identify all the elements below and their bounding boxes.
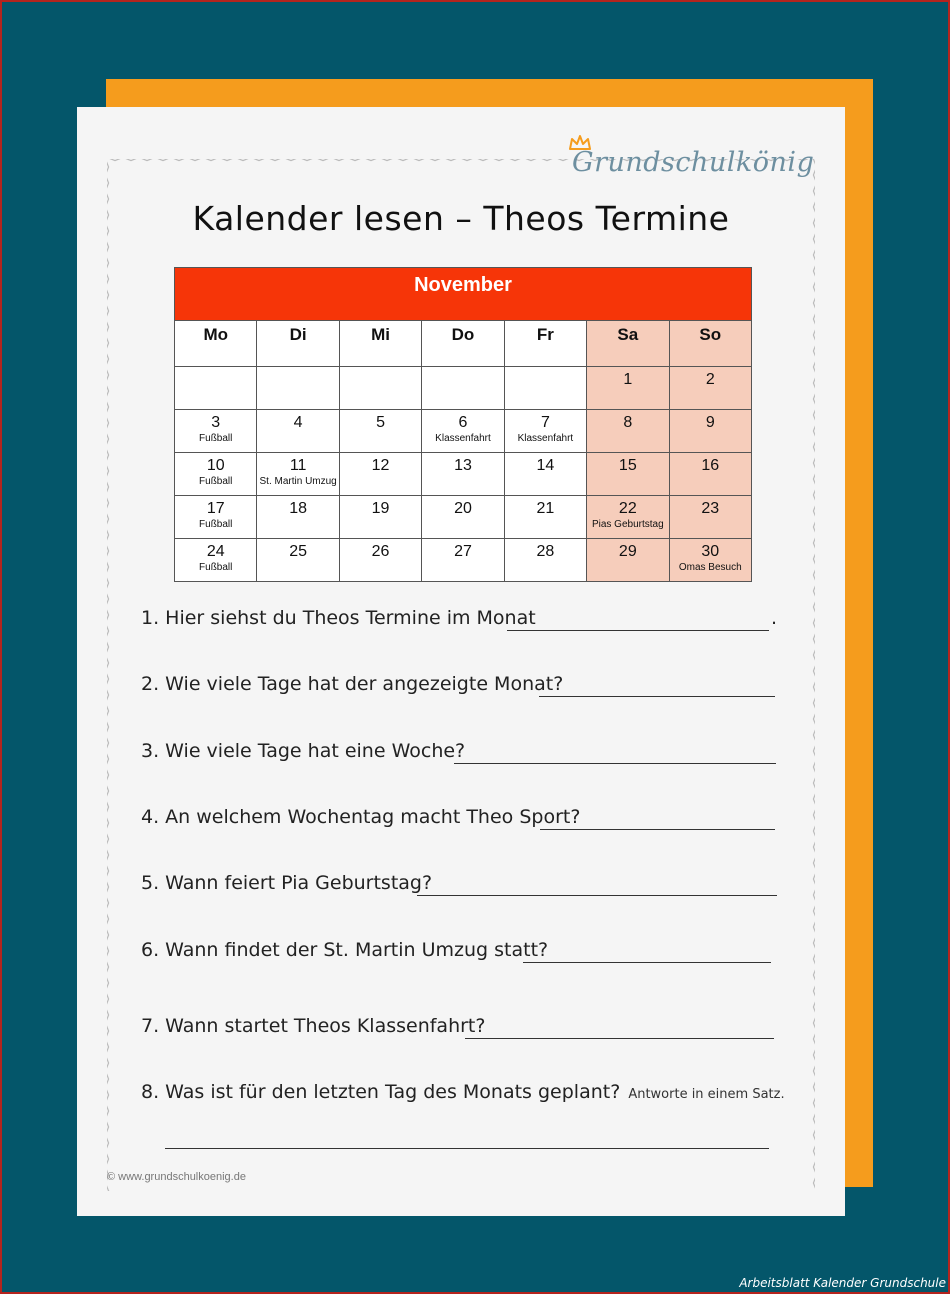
calendar-day-cell bbox=[504, 453, 586, 496]
day-number: 1 bbox=[623, 371, 633, 388]
calendar-day-cell bbox=[587, 453, 669, 496]
day-number: 22 bbox=[618, 500, 637, 517]
question-text: 1. Hier siehst du Theos Termine im Monat bbox=[141, 607, 536, 629]
calendar-day-cell bbox=[257, 367, 339, 410]
day-number: 13 bbox=[454, 457, 472, 474]
calendar-day-cell bbox=[422, 539, 504, 582]
question-5 bbox=[141, 872, 432, 894]
calendar-day-cell bbox=[422, 496, 504, 539]
appointment-note: Fußball bbox=[199, 562, 233, 573]
calendar-day-cell bbox=[587, 367, 669, 410]
calendar-day-cell bbox=[175, 496, 257, 539]
calendar-day-cell bbox=[504, 367, 586, 410]
answer-line[interactable] bbox=[454, 762, 776, 764]
calendar-week-row bbox=[175, 539, 752, 582]
image-caption: Arbeitsblatt Kalender Grundschule bbox=[739, 1276, 946, 1290]
day-number: 15 bbox=[618, 457, 637, 474]
day-number: 11 bbox=[289, 457, 307, 474]
calendar-day-cell bbox=[669, 410, 751, 453]
day-number: 18 bbox=[289, 500, 308, 517]
appointment-note: Omas Besuch bbox=[678, 562, 742, 573]
day-number: 9 bbox=[705, 414, 715, 431]
calendar-day-cell bbox=[669, 367, 751, 410]
day-number: 25 bbox=[289, 543, 308, 560]
day-number: 4 bbox=[293, 414, 303, 431]
question-text: 7. Wann startet Theos Klassenfahrt? bbox=[141, 1015, 486, 1037]
calendar-day-cell bbox=[175, 410, 257, 453]
calendar-day-cell bbox=[422, 410, 504, 453]
page-title: Kalender lesen – Theos Termine bbox=[192, 199, 730, 238]
brand-logo bbox=[569, 135, 819, 185]
answer-line[interactable] bbox=[507, 629, 769, 631]
calendar-day-cell bbox=[669, 453, 751, 496]
calendar-day-cell bbox=[422, 367, 504, 410]
calendar-day-cell bbox=[669, 539, 751, 582]
question-7 bbox=[141, 1015, 485, 1037]
appointment-note: Pias Geburtstag bbox=[591, 519, 664, 530]
appointment-note: Fußball bbox=[199, 433, 233, 444]
question-8 bbox=[141, 1081, 785, 1103]
appointment-note: Fußball bbox=[199, 519, 233, 530]
day-number: 14 bbox=[536, 457, 555, 474]
calendar-day-cell bbox=[504, 410, 586, 453]
appointment-note: Klassenfahrt bbox=[435, 433, 491, 444]
appointment-note: Fußball bbox=[199, 476, 233, 487]
day-number: 5 bbox=[376, 414, 385, 431]
calendar-day-cell bbox=[587, 496, 669, 539]
appointment-note: Klassenfahrt bbox=[517, 433, 574, 444]
answer-line-q8[interactable] bbox=[165, 1148, 769, 1149]
day-number: 29 bbox=[618, 543, 637, 560]
answer-line[interactable] bbox=[539, 695, 775, 697]
calendar-day-cell bbox=[587, 539, 669, 582]
day-number: 10 bbox=[206, 457, 225, 474]
question-suffix: . bbox=[771, 607, 778, 629]
day-number: 6 bbox=[458, 414, 468, 431]
calendar-week-row bbox=[175, 496, 752, 539]
calendar-day-cell bbox=[175, 453, 257, 496]
day-number: 2 bbox=[705, 371, 715, 388]
question-text: 6. Wann findet der St. Martin Umzug statt? bbox=[141, 939, 549, 961]
weekday-header: Mo bbox=[175, 321, 257, 367]
day-number: 8 bbox=[623, 414, 633, 431]
day-number: 16 bbox=[701, 457, 720, 474]
calendar-day-cell bbox=[339, 367, 421, 410]
month-header: November bbox=[175, 268, 752, 321]
calendar-day-cell bbox=[587, 410, 669, 453]
calendar-day-cell bbox=[339, 539, 421, 582]
day-number: 20 bbox=[454, 500, 472, 517]
calendar-day-cell bbox=[504, 539, 586, 582]
calendar-day-cell bbox=[175, 367, 257, 410]
day-number: 3 bbox=[211, 414, 221, 431]
weekday-header: Mi bbox=[339, 321, 421, 367]
calendar-day-cell bbox=[669, 496, 751, 539]
weekday-header: Di bbox=[257, 321, 339, 367]
question-6 bbox=[141, 939, 548, 961]
weekday-header: Sa bbox=[587, 321, 669, 367]
calendar-day-cell bbox=[504, 496, 586, 539]
question-4 bbox=[141, 806, 580, 828]
day-number: 27 bbox=[454, 543, 472, 560]
answer-line[interactable] bbox=[523, 961, 771, 963]
day-number: 21 bbox=[536, 500, 555, 517]
calendar-week-row bbox=[175, 453, 752, 496]
answer-hint: Antworte in einem Satz. bbox=[628, 1087, 785, 1102]
calendar-week-row bbox=[175, 410, 752, 453]
answer-line[interactable] bbox=[540, 828, 775, 830]
question-text: 2. Wie viele Tage hat der angezeigte Monat? bbox=[141, 673, 564, 695]
question-1 bbox=[141, 607, 778, 629]
question-text: 8. Was ist für den letzten Tag des Monats geplant? bbox=[141, 1081, 621, 1103]
day-number: 24 bbox=[206, 543, 225, 560]
weekday-header: So bbox=[669, 321, 751, 367]
day-number: 17 bbox=[206, 500, 225, 517]
day-number: 23 bbox=[701, 500, 720, 517]
calendar-day-cell bbox=[257, 539, 339, 582]
weekday-header: Fr bbox=[504, 321, 586, 367]
question-3 bbox=[141, 740, 465, 762]
logo-text: Grundschulkönig bbox=[572, 147, 815, 178]
calendar-day-cell bbox=[257, 453, 339, 496]
day-number: 28 bbox=[536, 543, 555, 560]
answer-line[interactable] bbox=[417, 894, 777, 896]
calendar-day-cell bbox=[175, 539, 257, 582]
worksheet bbox=[77, 107, 845, 1216]
appointment-note: St. Martin Umzug bbox=[259, 476, 337, 487]
question-text: 5. Wann feiert Pia Geburtstag? bbox=[141, 872, 433, 894]
calendar-table bbox=[174, 267, 752, 582]
answer-line[interactable] bbox=[465, 1037, 774, 1039]
day-number: 7 bbox=[540, 414, 550, 431]
calendar-day-cell bbox=[339, 410, 421, 453]
day-number: 12 bbox=[371, 457, 390, 474]
question-text: 3. Wie viele Tage hat eine Woche? bbox=[141, 740, 466, 762]
calendar-day-cell bbox=[422, 453, 504, 496]
day-number: 19 bbox=[371, 500, 390, 517]
calendar-day-cell bbox=[257, 410, 339, 453]
day-number: 30 bbox=[701, 543, 720, 560]
calendar-day-cell bbox=[339, 453, 421, 496]
footer-url: © www.grundschulkoenig.de bbox=[107, 1171, 246, 1183]
weekday-header: Do bbox=[422, 321, 504, 367]
question-2 bbox=[141, 673, 563, 695]
day-number: 26 bbox=[371, 543, 390, 560]
calendar-day-cell bbox=[339, 496, 421, 539]
calendar-day-cell bbox=[257, 496, 339, 539]
calendar-week-row bbox=[175, 367, 752, 410]
question-text: 4. An welchem Wochentag macht Theo Sport? bbox=[141, 806, 581, 828]
